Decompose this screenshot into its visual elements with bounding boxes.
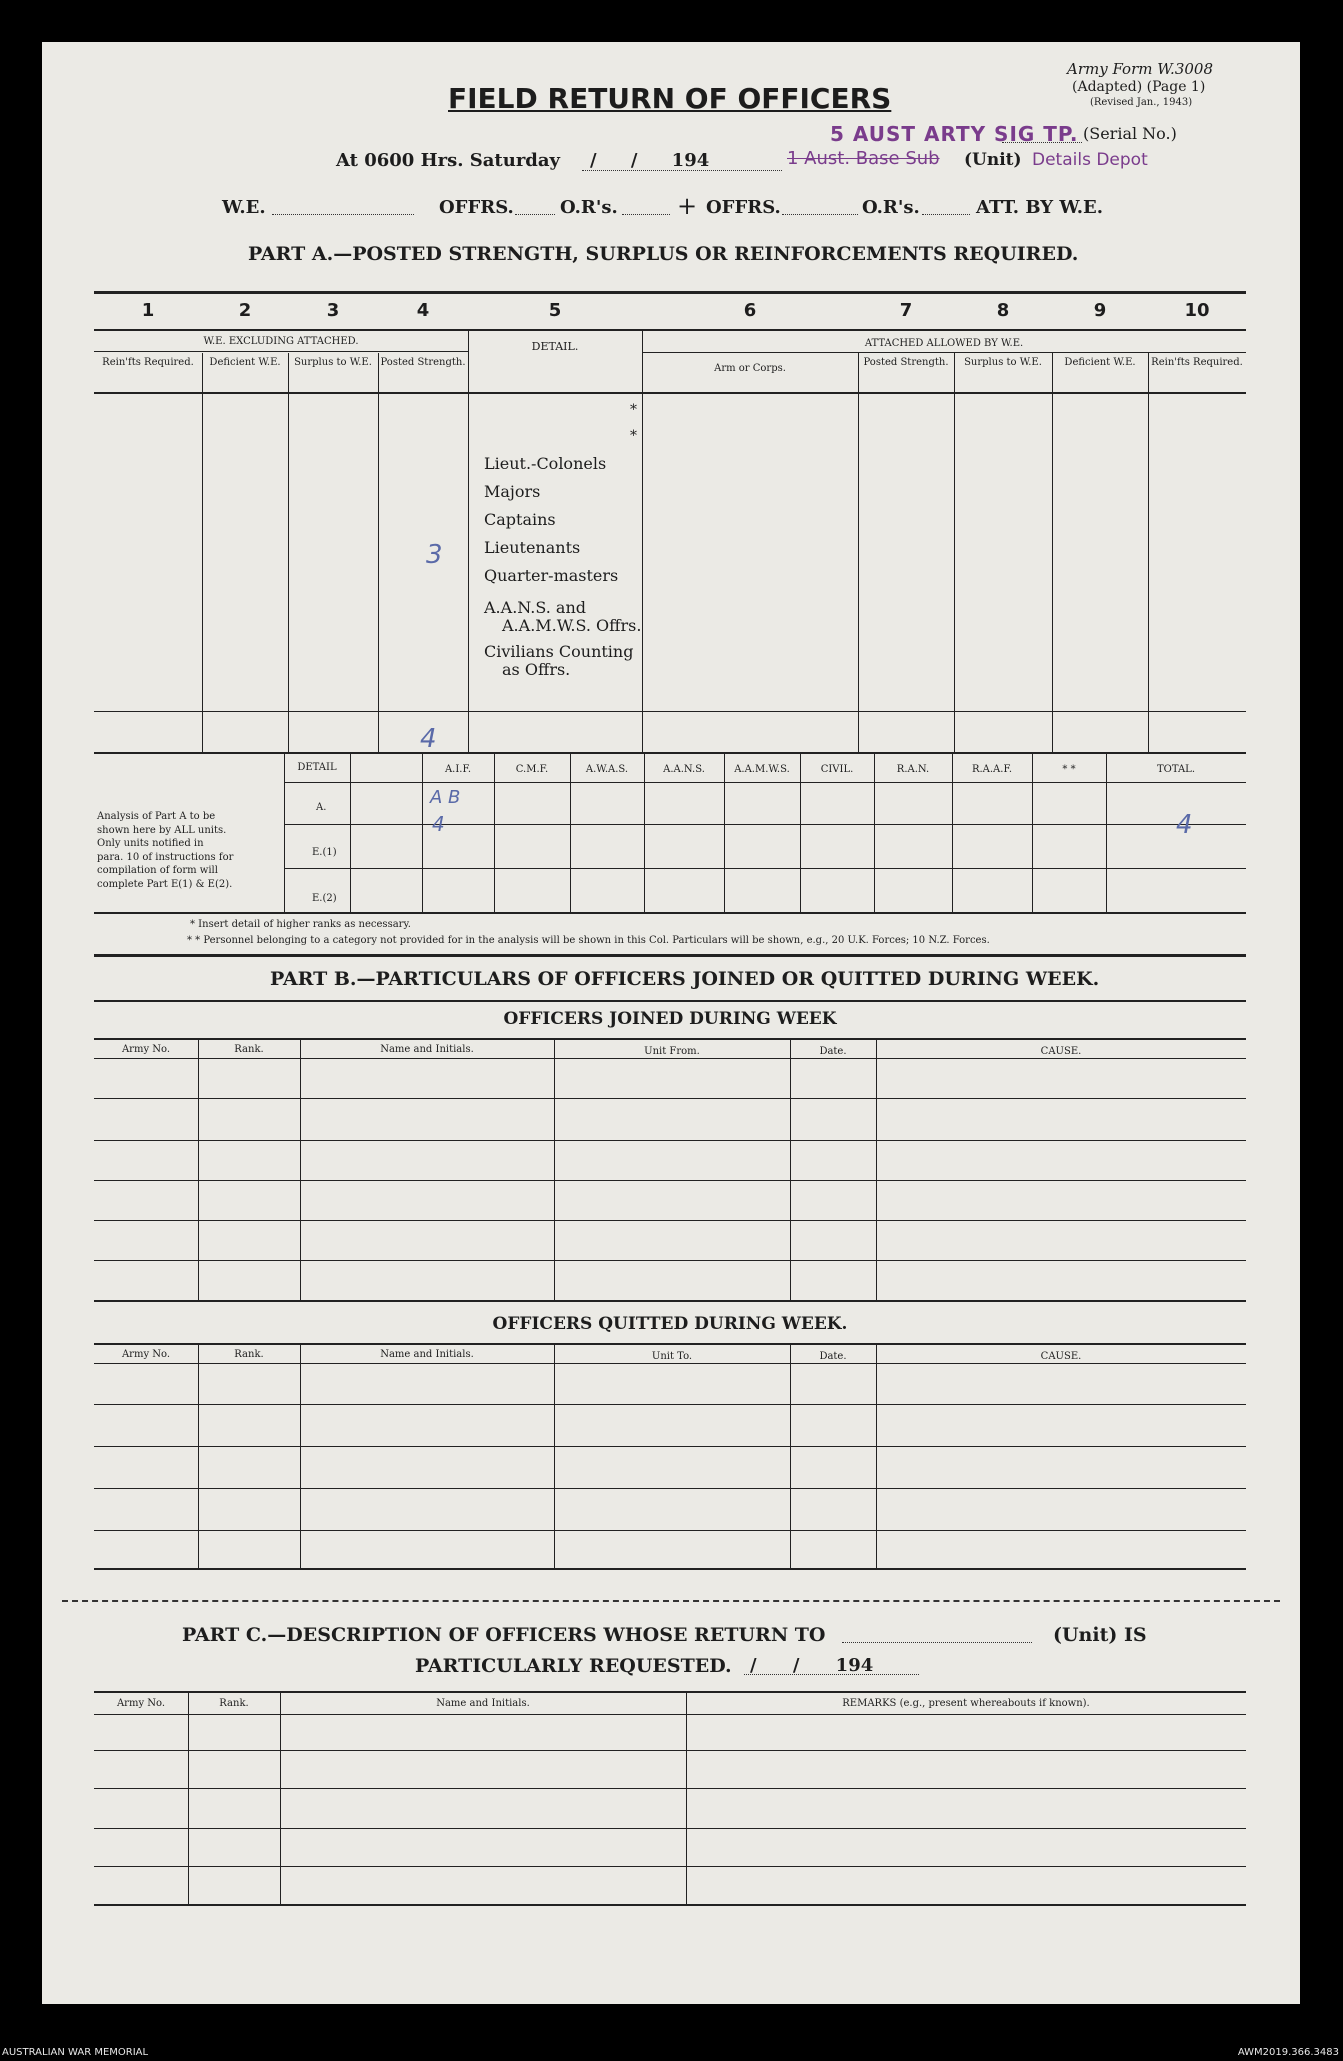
plus-sign: + <box>677 192 698 220</box>
note-line: complete Part E(1) & E(2). <box>97 878 233 890</box>
rule <box>284 868 1246 869</box>
footer-source: AUSTRALIAN WAR MEMORIAL <box>2 2047 149 2058</box>
analysis-detail-header: DETAIL <box>297 762 337 773</box>
handwritten-entry: 3 <box>426 540 443 570</box>
unit-is-label: (Unit) IS <box>1053 1624 1147 1646</box>
col-divider <box>1032 754 1033 912</box>
col-header: Arm or Corps. <box>714 363 786 374</box>
rule <box>94 1904 1246 1906</box>
adapted-label: (Adapted) (Page 1) <box>1072 79 1206 95</box>
col-divider <box>284 754 285 912</box>
col-divider <box>952 754 953 912</box>
unit-line <box>842 1642 1032 1643</box>
rank-label: Lieut.-Colonels <box>484 454 607 473</box>
col-number: 9 <box>1093 300 1107 321</box>
ors2-line <box>922 214 970 215</box>
col-divider <box>554 1345 555 1568</box>
joined-col: Date. <box>819 1046 847 1057</box>
col-header: Posted Strength. <box>380 357 466 368</box>
analysis-col: A.A.M.W.S. <box>734 764 790 775</box>
col-divider <box>378 353 379 752</box>
footnote-2: * * Personnel belonging to a category not provided for in the analysis will be shown in this Col. Particulars will be shown, e.g., 20 U.K. Forces; 10 N.Z. Forces. <box>187 935 990 946</box>
rule <box>94 1058 1246 1059</box>
we-offrs-label: OFFRS. <box>439 197 514 218</box>
rule <box>94 1714 1246 1715</box>
part-c-col: Name and Initials. <box>436 1698 530 1709</box>
note-line: Analysis of Part A to be <box>97 811 216 822</box>
analysis-col: A.W.A.S. <box>585 764 629 775</box>
we-ors2-label: O.R's. <box>862 197 920 218</box>
footer-accession: AWM2019.366.3483 <box>1237 2047 1339 2058</box>
rule <box>642 352 1246 353</box>
joined-col: CAUSE. <box>1040 1046 1082 1057</box>
col-divider <box>876 1345 877 1568</box>
col-divider <box>280 1693 281 1904</box>
rule <box>94 1691 1246 1693</box>
rank-label: Majors <box>484 482 541 501</box>
col-header: Deficient W.E. <box>1064 357 1136 368</box>
depot-stamp: Details Depot <box>1032 150 1148 170</box>
col-number: 5 <box>548 300 562 321</box>
col-divider <box>198 1345 199 1568</box>
col-header: Surplus to W.E. <box>964 357 1042 368</box>
col-divider <box>350 754 351 912</box>
cut-line <box>62 1600 1280 1602</box>
rule <box>94 1180 1246 1181</box>
rule <box>94 1530 1246 1531</box>
col-divider <box>1052 353 1053 752</box>
rule <box>94 351 468 352</box>
offrs-line <box>515 214 555 215</box>
analysis-col: R.A.N. <box>896 764 930 775</box>
part-c-col: REMARKS (e.g., present whereabouts if known). <box>842 1698 1090 1709</box>
col-number: 4 <box>416 300 430 321</box>
quitted-col: Date. <box>819 1351 847 1362</box>
part-c-date: / / 194 <box>750 1655 874 1676</box>
unit-label: (Unit) <box>964 150 1022 170</box>
rule <box>94 1343 1246 1345</box>
col-number: 2 <box>238 300 252 321</box>
date-line <box>582 170 782 171</box>
analysis-row-label: E.(1) <box>312 847 337 858</box>
rank-label: Quarter-masters <box>484 566 619 585</box>
rule <box>94 1788 1246 1789</box>
we-ors-label: O.R's. <box>560 197 618 218</box>
ors-line <box>622 214 670 215</box>
col-header: Rein'fts Required. <box>102 357 194 368</box>
note-line: shown here by ALL units. <box>97 824 227 836</box>
joined-col: Unit From. <box>644 1046 700 1057</box>
rule <box>94 912 1246 914</box>
rule <box>94 1828 1246 1829</box>
rule <box>94 1488 1246 1489</box>
col-divider <box>790 1345 791 1568</box>
form-page <box>42 42 1300 2004</box>
analysis-note <box>97 810 233 891</box>
serial-no-label: (Serial No.) <box>1083 124 1177 143</box>
col-number: 10 <box>1184 300 1210 321</box>
quitted-col: Rank. <box>234 1349 264 1360</box>
rule <box>94 1038 1246 1040</box>
quitted-col: Unit To. <box>651 1351 693 1362</box>
detail-header: DETAIL. <box>531 340 579 353</box>
col-divider <box>790 1040 791 1300</box>
col-divider <box>554 1040 555 1300</box>
asterisk: * <box>630 428 637 444</box>
unit-stamp: 5 AUST ARTY SIG TP. <box>830 122 1079 146</box>
rule <box>94 392 1246 394</box>
aans-label: A.A.N.S. and <box>484 598 586 617</box>
rule <box>284 782 1246 783</box>
col-divider <box>300 1345 301 1568</box>
col-header: Surplus to W.E. <box>294 357 372 368</box>
civilians-label: Civilians Counting <box>484 642 634 661</box>
col-divider <box>876 1040 877 1300</box>
handwritten-entry: 4 <box>432 812 445 836</box>
col-divider <box>198 1040 199 1300</box>
analysis-col: A.A.N.S. <box>663 764 705 775</box>
part-c-date-line <box>744 1674 919 1675</box>
att-by-label: ATT. BY W.E. <box>976 197 1104 218</box>
rule <box>94 1098 1246 1099</box>
quitted-col: CAUSE. <box>1040 1351 1082 1362</box>
analysis-col: R.A.A.F. <box>971 764 1013 775</box>
part-c-heading-2: PARTICULARLY REQUESTED. <box>415 1655 732 1677</box>
footnote-1: * Insert detail of higher ranks as necessary. <box>190 919 411 930</box>
rule <box>94 291 1246 294</box>
rule <box>94 752 1246 754</box>
joined-col: Army No. <box>121 1044 171 1055</box>
we-offrs2-label: OFFRS. <box>706 197 781 218</box>
analysis-col: CIVIL. <box>820 764 854 775</box>
joined-col: Name and Initials. <box>380 1044 474 1055</box>
base-stamp: 1 Aust. Base Sub <box>787 148 940 169</box>
rule <box>94 1446 1246 1447</box>
rule <box>284 824 1246 825</box>
we-line <box>272 214 414 215</box>
civilians-label-2: as Offrs. <box>502 660 571 679</box>
col-divider <box>724 754 725 912</box>
rule <box>94 1866 1246 1867</box>
col-number: 1 <box>141 300 155 321</box>
analysis-row-label: A. <box>316 802 327 813</box>
col-divider <box>202 353 203 752</box>
rule <box>94 711 1246 712</box>
rule <box>94 1140 1246 1141</box>
quitted-col: Name and Initials. <box>380 1349 474 1360</box>
rule <box>94 954 1246 957</box>
offrs2-line <box>782 214 858 215</box>
joined-title: OFFICERS JOINED DURING WEEK <box>503 1009 837 1029</box>
col-divider <box>800 754 801 912</box>
rule <box>94 1260 1246 1261</box>
rule <box>94 1568 1246 1570</box>
note-line: para. 10 of instructions for <box>97 851 234 863</box>
rule <box>94 329 1246 331</box>
rule <box>94 1750 1246 1751</box>
at-date: / / 194 <box>590 150 710 171</box>
rule <box>94 1000 1246 1002</box>
revised-label: (Revised Jan., 1943) <box>1090 97 1193 108</box>
asterisk: * <box>630 402 637 418</box>
analysis-col: TOTAL. <box>1156 764 1196 775</box>
part-b-heading: PART B.—PARTICULARS OF OFFICERS JOINED OR QUITTED DURING WEEK. <box>270 968 1100 990</box>
col-divider <box>1148 353 1149 752</box>
analysis-col: C.M.F. <box>515 764 549 775</box>
col-divider <box>874 754 875 912</box>
analysis-col: A.I.F. <box>444 764 472 775</box>
handwritten-entry: 4 <box>420 724 437 754</box>
col-divider <box>494 754 495 912</box>
rule <box>94 1300 1246 1302</box>
col-divider <box>300 1040 301 1300</box>
col-header: Posted Strength. <box>863 357 949 368</box>
rule <box>94 1220 1246 1221</box>
col-number: 7 <box>899 300 913 321</box>
col-divider <box>1106 754 1107 912</box>
col-divider <box>288 353 289 752</box>
analysis-row-label: E.(2) <box>312 893 337 904</box>
serial-line <box>1002 142 1082 143</box>
col-header: Rein'fts Required. <box>1151 357 1243 368</box>
col-number: 8 <box>996 300 1010 321</box>
col-header: Deficient W.E. <box>209 357 281 368</box>
we-excluding-label: W.E. EXCLUDING ATTACHED. <box>203 336 359 347</box>
col-divider <box>642 331 643 752</box>
part-c-heading: PART C.—DESCRIPTION OF OFFICERS WHOSE RETURN TO <box>182 1624 826 1646</box>
quitted-title: OFFICERS QUITTED DURING WEEK. <box>492 1314 848 1334</box>
col-number: 3 <box>326 300 340 321</box>
we-label: W.E. <box>222 197 266 218</box>
part-c-col: Rank. <box>219 1698 249 1709</box>
col-divider <box>422 754 423 912</box>
quitted-col: Army No. <box>121 1349 171 1360</box>
rule <box>94 1404 1246 1405</box>
analysis-col: * * <box>1062 764 1076 775</box>
col-divider <box>468 331 469 752</box>
col-divider <box>954 353 955 752</box>
at-hrs-label: At 0600 Hrs. Saturday <box>336 150 561 171</box>
col-divider <box>858 353 859 752</box>
col-divider <box>644 754 645 912</box>
note-line: Only units notified in <box>97 838 204 849</box>
page-title: FIELD RETURN OF OFFICERS <box>448 82 892 115</box>
col-divider <box>188 1693 189 1904</box>
rank-label: Captains <box>484 510 556 529</box>
part-c-col: Army No. <box>116 1698 166 1709</box>
col-number: 6 <box>743 300 757 321</box>
attached-allowed-label: ATTACHED ALLOWED BY W.E. <box>864 338 1024 349</box>
handwritten-entry: 4 <box>1176 810 1193 840</box>
army-form-label: Army Form W.3008 <box>1067 60 1213 78</box>
col-divider <box>570 754 571 912</box>
col-divider <box>686 1693 687 1904</box>
note-line: compilation of form will <box>97 865 218 876</box>
rank-label: Lieutenants <box>484 538 581 557</box>
rule <box>94 1363 1246 1364</box>
handwritten-entry: A B <box>430 787 461 808</box>
part-a-heading: PART A.—POSTED STRENGTH, SURPLUS OR REINFORCEMENTS REQUIRED. <box>248 243 1079 265</box>
joined-col: Rank. <box>234 1044 264 1055</box>
aans-label-2: A.A.M.W.S. Offrs. <box>502 616 642 635</box>
